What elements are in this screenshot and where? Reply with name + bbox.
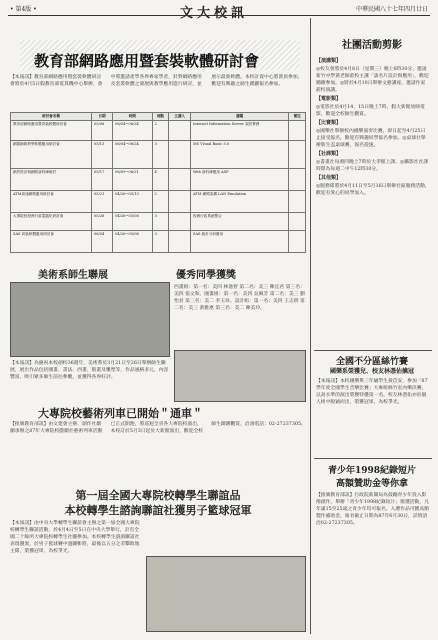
column-divider [310, 18, 311, 634]
col-header: 研討會名稱 [11, 113, 92, 121]
seminar-table [10, 112, 306, 253]
section-text: ◎校友會將於4月8日（星期三）晚上6時30分，邀請新竹中學黃老師蒞校主講「談名片設計與應用」，歡迎踴躍參加。◎將於4月10日舉辦文藝講座，邀請作家蒞校演講。 [316, 67, 429, 93]
article1-title: 教育部網路應用暨套裝軟體研討會 [34, 52, 260, 70]
table-row: 網頁設計與網路資料庫研討 05/17 06/09~06/21 4 Web 資料庫應用 ASP [11, 169, 306, 191]
exhibition-photo [10, 282, 170, 357]
col-header: 地點 [152, 113, 169, 121]
article3-body: 西畫組：第一名：美四 林逸智 第二名：美三 陳宜君 第三名：美四 張文和。國畫組：第一名：美四 吳佩芳 第二名：美三 劉怡君 第三名：美二 李玉珍。設計組：第一名：美四 王志明 第二名：美三 黃雅惠 第三名：美二 陳美玲。 [174, 285, 305, 311]
side1-body [316, 56, 430, 346]
section-head: 【社課類】 [316, 151, 342, 157]
side3-subtitle: 高額贊助金等你拿 [335, 479, 408, 489]
section-text: ◎國樂社舉辦校內國樂演奏比賽，即日起至4月25日止接受報名，歡迎有興趣同學報名參加。◎桌球社舉辦新生盃桌球賽，報名從速。 [316, 129, 426, 148]
col-header: 講題 [190, 113, 288, 121]
article4-body: 【推廣教育部訊】由文建會主辦、創作社劇團承辦之87年大專院校戲劇社藝術列車活動已正式開跑，將巡迴全省各大專院校演出，本校訂於5月3日起於大新館演出，歡迎全校師生踴躍觀賞，洽詢電話：02-27237305。 [10, 422, 306, 434]
article1-body: 【本報訊】教育部網路應用暨套裝軟體研討會將於4月5日假教育部電算機中心舉辦，會中將邀請產學各界專家學者，針對網路應用及套裝軟體之發展與教學應用進行研討，並展示最新軟體。本校計資中心將派員參加，歡迎有興趣之師生踴躍報名參加。 [10, 75, 303, 87]
table-row: SAS 套裝軟體應用研討會 06/04 04/26~05/08 3 SAS 統計分析應用 [11, 231, 306, 253]
article5-body-cont [146, 520, 306, 554]
table-row: 網際網路教學軟體應用研討會 05/13 06/04~06/24 3 MS Visual Basic 5.0 [11, 141, 306, 169]
col-header: 主講人 [169, 113, 191, 121]
seminar-table-wrap [10, 112, 306, 262]
side1-title: 社團活動剪影 [342, 40, 402, 51]
side2-title-line2: 國樂系榮獲兒、校友林憑佑擒冠 [329, 368, 414, 375]
side3-body: 【推廣教育部訊】行政院新聞局為鼓勵青少年投入影像創作，舉辦「青少年1998紀錄短片」徵選活動，凡年滿15至25歲之青少年均可報名，入選作品可獲高額製作補助金。報名截止日期為87年6月30日，詳情請洽02-27237305。 [316, 493, 429, 526]
col-header: 備註 [289, 113, 306, 121]
issue-date: 中華民國八十七年四月廿日 [355, 6, 428, 13]
table-row: 教育部網路應用暨套裝軟體研討會 05/06 06/04~06/24 2 Internet Information Server 架設實務 [11, 121, 306, 141]
article4-title: 大專院校藝術列車已開始＂通車＂ [38, 407, 203, 420]
basketball-team-photo [146, 556, 306, 632]
side3-title: 青少年1998紀錄短片 [327, 466, 417, 476]
table-row: ATM高速網路應用研討會 05/21 04/26~05/13 2 ATM 網路架構 LAN Emulation [11, 191, 306, 213]
side2-body: 【本報訊】本校國樂系三年級學生黃苡安，參加「87學年度全國學生音樂比賽」大專組絲竹室內樂決賽，以高水準的演出榮獲特優第一名。校友林憑佑亦於個人組中脫穎而出，榮獲冠軍，為校爭光。 [316, 379, 428, 405]
section-text: ◎電影社於4月14、15日晚上7時，假大新館放映電影，歡迎全校師生觀賞。 [316, 105, 425, 117]
article2-body: 【本報訊】為慶祝本校創校36週年，美術系於3月21日至26日舉辦師生聯展，展出作品包括國畫、書法、西畫、版畫及雕塑等，作品風格多元，內容豐富，吸引眾多師生前往參觀，並獲得各界好評。 [10, 361, 169, 380]
header-rule [8, 15, 430, 16]
article3-title: 優秀同學獲獎 [176, 270, 236, 281]
side-divider [314, 458, 432, 459]
page-number: • 第4版 • [10, 6, 37, 13]
section-text: ◎服務隊將於4月11日至5月16日舉辦社區服務活動，歡迎有愛心的同學加入。 [316, 184, 430, 196]
col-header: 時間 [113, 113, 152, 121]
section-text: ◎書畫社每週四晚上7時於大孝館上課。◎攝影社社課時間為每週二中午12時30分。 [316, 160, 429, 172]
table-row: 大專院校校務行政電腦化研討會 05/28 04/26~05/08 3 校務行政系統整合 [11, 213, 306, 231]
section-head: 【比賽類】 [316, 120, 342, 126]
article2-title: 美術系師生聯展 [38, 270, 108, 281]
section-head: 【演講類】 [316, 58, 342, 64]
col-header: 日期 [91, 113, 112, 121]
masthead: 文大校訊 [180, 6, 249, 21]
side-divider [314, 350, 432, 351]
article5-title-line1: 第一屆全國大專院校轉學生聯誼品 [75, 489, 241, 502]
award-photo [174, 350, 306, 402]
section-head: 【其他類】 [316, 175, 342, 181]
section-head: 【電影類】 [316, 96, 342, 102]
side2-title-line1: 全國不分區絲竹賽 [335, 357, 408, 367]
article5-body: 【本報訊】由中央大學轉學生聯誼會主辦之第一屆全國大專院校轉學生聯誼活動，於4月4日至5日在中央大學舉行，計有全國二十餘所大專院校轉學生社團參加。本校轉學生諮詢聯誼社表現優異，於男子籃球賽中過關斬將，最後以五分之差擊敗地主隊，榮獲冠軍，為校爭光。 [10, 521, 140, 554]
article5-title-line2: 本校轉學生諮詢聯誼社獲男子籃球冠軍 [64, 504, 252, 517]
